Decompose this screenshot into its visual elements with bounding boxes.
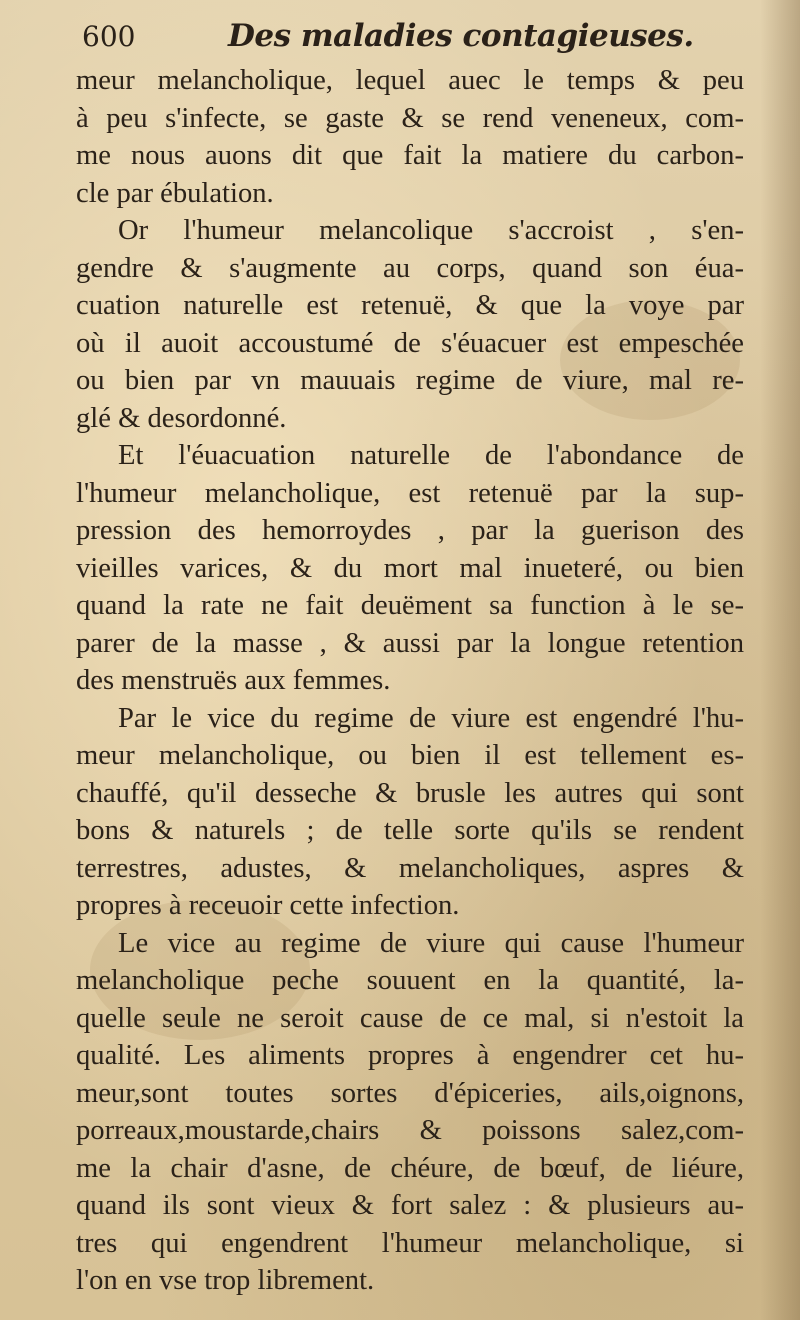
text-line: ou bien par vn mauuais regime de viure, mal re- [76, 365, 744, 396]
text-line: l'humeur melancholique, est retenuë par la sup- [76, 477, 744, 509]
text-line: bons & naturels ; de telle sorte qu'ils se rendent [76, 815, 744, 846]
text-line: pression des hemorroydes , par la guerison des [76, 515, 744, 546]
text-line: qualité. Les aliments propres à engendrer cet hu- [76, 1040, 744, 1071]
text-line: l'on en vse trop librement. [76, 1265, 375, 1296]
body-text [76, 62, 744, 1300]
text-line: meur melancholique, ou bien il est tellement es- [76, 740, 744, 771]
paragraph [76, 62, 744, 212]
text-line: vieilles varices, & du mort mal inueteré, ou bien [76, 552, 744, 584]
running-title: Des maladies contagieuses. [228, 18, 694, 54]
paragraph [76, 212, 744, 437]
text-line: melancholique peche souuent en la quantité, la- [76, 965, 744, 996]
text-line: propres à receuoir cette infection. [76, 890, 460, 921]
text-line: me la chair d'asne, de chéure, de bœuf, de liéure, [76, 1152, 744, 1184]
text-line: meur,sont toutes sortes d'épiceries, ails,oignons, [76, 1077, 744, 1109]
text-line: tres qui engendrent l'humeur melancholique, si [76, 1227, 744, 1259]
text-line: Or l'humeur melancolique s'accroist , s'en- [118, 215, 744, 246]
paragraph [76, 700, 744, 925]
text-line: quand ils sont vieux & fort salez : & plusieurs au- [76, 1190, 744, 1221]
text-line: Par le vice du regime de viure est engendré l'hu- [118, 702, 744, 734]
text-line: meur melancholique, lequel auec le temps & peu [76, 65, 744, 96]
text-line: quelle seule ne seroit cause de ce mal, si n'estoit la [76, 1002, 744, 1034]
paragraph [76, 925, 744, 1300]
text-line: me nous auons dit que fait la matiere du carbon- [76, 140, 744, 171]
text-line: des menstruës aux femmes. [76, 665, 391, 696]
text-line: gendre & s'augmente au corps, quand son éua- [76, 252, 744, 284]
text-line: cle par ébulation. [76, 177, 274, 209]
text-line: à peu s'infecte, se gaste & se rend veneneux, com- [76, 102, 744, 134]
text-line: Et l'éuacuation naturelle de l'abondance de [118, 440, 744, 471]
text-line: où il auoit accoustumé de s'éuacuer est empeschée [76, 327, 744, 359]
text-line: Le vice au regime de viure qui cause l'humeur [118, 927, 744, 959]
page-number: 600 [82, 20, 136, 53]
text-line: chauffé, qu'il desseche & brusle les autres qui sont [76, 777, 744, 809]
paragraph [76, 437, 744, 700]
text-line: parer de la masse , & aussi par la longue retention [76, 627, 744, 659]
text-line: porreaux,moustarde,chairs & poissons salez,com- [76, 1115, 744, 1146]
text-line: quand la rate ne fait deuëment sa function à le se- [76, 590, 744, 621]
page-header [78, 14, 768, 66]
text-line: terrestres, adustes, & melancholiques, aspres & [76, 852, 744, 884]
text-line: cuation naturelle est retenuë, & que la voye par [76, 290, 744, 321]
text-line: glé & desordonné. [76, 402, 287, 434]
